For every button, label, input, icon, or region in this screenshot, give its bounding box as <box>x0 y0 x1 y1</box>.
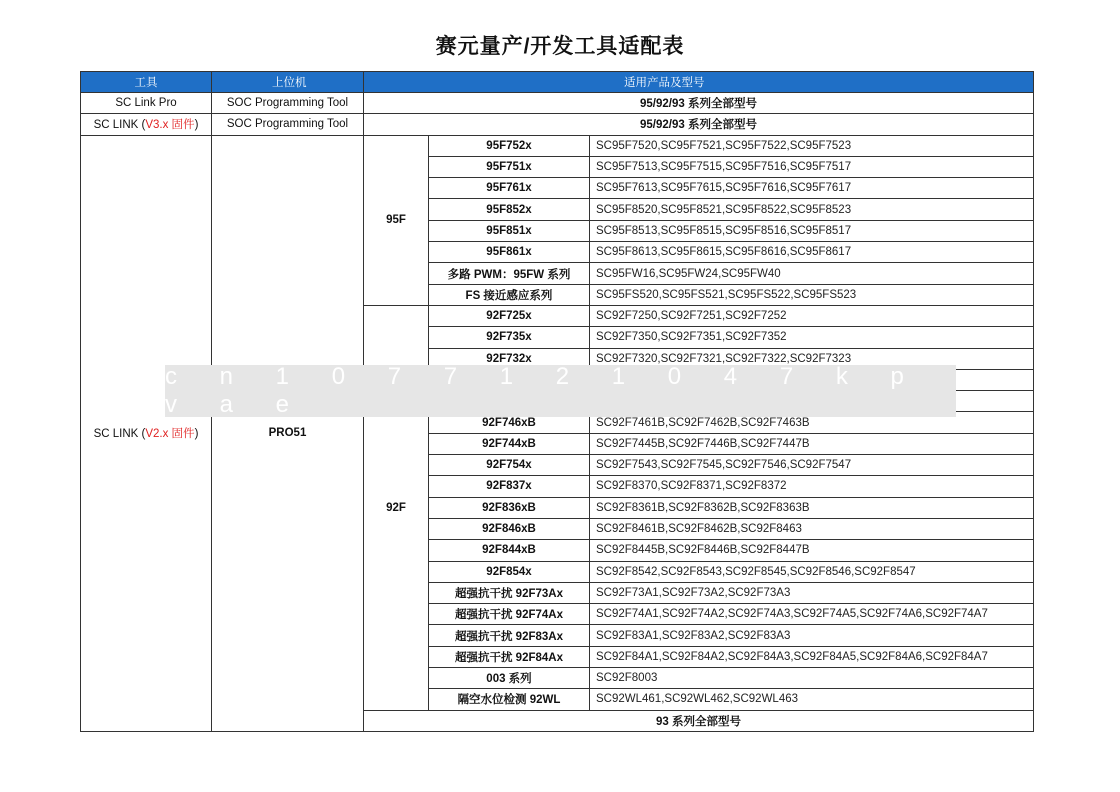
products-cell: 93 系列全部型号 <box>364 710 1034 731</box>
models-cell: SC92F7445B,SC92F7446B,SC92F7447B <box>590 433 1034 454</box>
models-cell: SC92F8370,SC92F8371,SC92F8372 <box>590 476 1034 497</box>
page-title: 赛元量产/开发工具适配表 <box>435 35 685 58</box>
group-label: 92F <box>364 305 429 710</box>
series-cell: 92F725x <box>429 305 590 326</box>
models-cell: SC92F7320,SC92F7321,SC92F7322,SC92F7323 <box>590 348 1034 369</box>
host-cell: SOC Programming Tool <box>212 114 364 135</box>
tool-cell: SC LINK (V3.x 固件) <box>81 114 212 135</box>
series-cell: 92F754x <box>429 455 590 476</box>
models-cell: SC92F8542,SC92F8543,SC92F8545,SC92F8546,SC92F8547 <box>590 561 1034 582</box>
header-row <box>81 72 1034 93</box>
tool-cell: SC LINK (V2.x 固件) <box>81 135 212 731</box>
series-cell: 超强抗干扰 92F73Ax <box>429 582 590 603</box>
series-cell: 92F746xB <box>429 412 590 433</box>
series-cell: 95F751x <box>429 156 590 177</box>
series-cell: 92F744xB <box>429 433 590 454</box>
models-cell: SC95FW16,SC95FW24,SC95FW40 <box>590 263 1034 284</box>
series-cell: 92F837x <box>429 476 590 497</box>
header-tool: 工具 <box>81 72 212 93</box>
models-cell: SC92F7250,SC92F7251,SC92F7252 <box>590 305 1034 326</box>
models-cell: SC92F84A1,SC92F84A2,SC92F84A3,SC92F84A5,SC92F84A6,SC92F84A7 <box>590 646 1034 667</box>
models-cell: SC95F8613,SC95F8615,SC95F8616,SC95F8617 <box>590 242 1034 263</box>
watermark-overlay: c n 1 0 7 7 1 2 1 0 4 7 k p v a e <box>165 365 956 417</box>
models-cell: SC92F83A1,SC92F83A2,SC92F83A3 <box>590 625 1034 646</box>
models-cell: SC95F7520,SC95F7521,SC95F7522,SC95F7523 <box>590 135 1034 156</box>
header-host: 上位机 <box>212 72 364 93</box>
series-cell: 超强抗干扰 92F74Ax <box>429 604 590 625</box>
series-cell: 92F846xB <box>429 518 590 539</box>
series-cell: 92F844xB <box>429 540 590 561</box>
series-cell: 多路 PWM：95FW 系列 <box>429 263 590 284</box>
products-cell: 95/92/93 系列全部型号 <box>364 93 1034 114</box>
series-cell: 95F851x <box>429 220 590 241</box>
table-row <box>81 93 1034 114</box>
models-cell: SC95F8513,SC95F8515,SC95F8516,SC95F8517 <box>590 220 1034 241</box>
series-cell: 隔空水位检测 92WL <box>429 689 590 710</box>
group-label: 95F <box>364 135 429 305</box>
models-cell: SC95F8520,SC95F8521,SC95F8522,SC95F8523 <box>590 199 1034 220</box>
series-cell: 95F752x <box>429 135 590 156</box>
models-cell: SC95F7613,SC95F7615,SC95F7616,SC95F7617 <box>590 178 1034 199</box>
table-row <box>81 114 1034 135</box>
models-cell: SC95FS520,SC95FS521,SC95FS522,SC95FS523 <box>590 284 1034 305</box>
series-cell: 003 系列 <box>429 668 590 689</box>
models-cell: SC92F8361B,SC92F8362B,SC92F8363B <box>590 497 1034 518</box>
models-cell: SC92WL461,SC92WL462,SC92WL463 <box>590 689 1034 710</box>
models-cell: SC92F8445B,SC92F8446B,SC92F8447B <box>590 540 1034 561</box>
series-cell: 95F861x <box>429 242 590 263</box>
models-cell: SC92F8461B,SC92F8462B,SC92F8463 <box>590 518 1034 539</box>
models-cell: SC92F7543,SC92F7545,SC92F7546,SC92F7547 <box>590 455 1034 476</box>
models-cell: SC92F74A1,SC92F74A2,SC92F74A3,SC92F74A5,SC92F74A6,SC92F74A7 <box>590 604 1034 625</box>
series-cell: FS 接近感应系列 <box>429 284 590 305</box>
host-cell: SOC Programming Tool <box>212 93 364 114</box>
table-row <box>81 135 1034 156</box>
series-cell: 95F852x <box>429 199 590 220</box>
models-cell: SC92F73A1,SC92F73A2,SC92F73A3 <box>590 582 1034 603</box>
series-cell: 92F735x <box>429 327 590 348</box>
series-cell: 95F761x <box>429 178 590 199</box>
series-cell: 超强抗干扰 92F83Ax <box>429 625 590 646</box>
series-cell: 92F836xB <box>429 497 590 518</box>
models-cell: SC95F7513,SC95F7515,SC95F7516,SC95F7517 <box>590 156 1034 177</box>
models-cell: SC92F7350,SC92F7351,SC92F7352 <box>590 327 1034 348</box>
series-cell: 超强抗干扰 92F84Ax <box>429 646 590 667</box>
series-cell: 92F732x <box>429 348 590 369</box>
tool-cell: SC Link Pro <box>81 93 212 114</box>
header-products: 适用产品及型号 <box>364 72 1034 93</box>
products-cell: 95/92/93 系列全部型号 <box>364 114 1034 135</box>
host-cell: PRO51 <box>212 135 364 731</box>
series-cell: 92F854x <box>429 561 590 582</box>
models-cell: SC92F7461B,SC92F7462B,SC92F7463B <box>590 412 1034 433</box>
models-cell: SC92F8003 <box>590 668 1034 689</box>
